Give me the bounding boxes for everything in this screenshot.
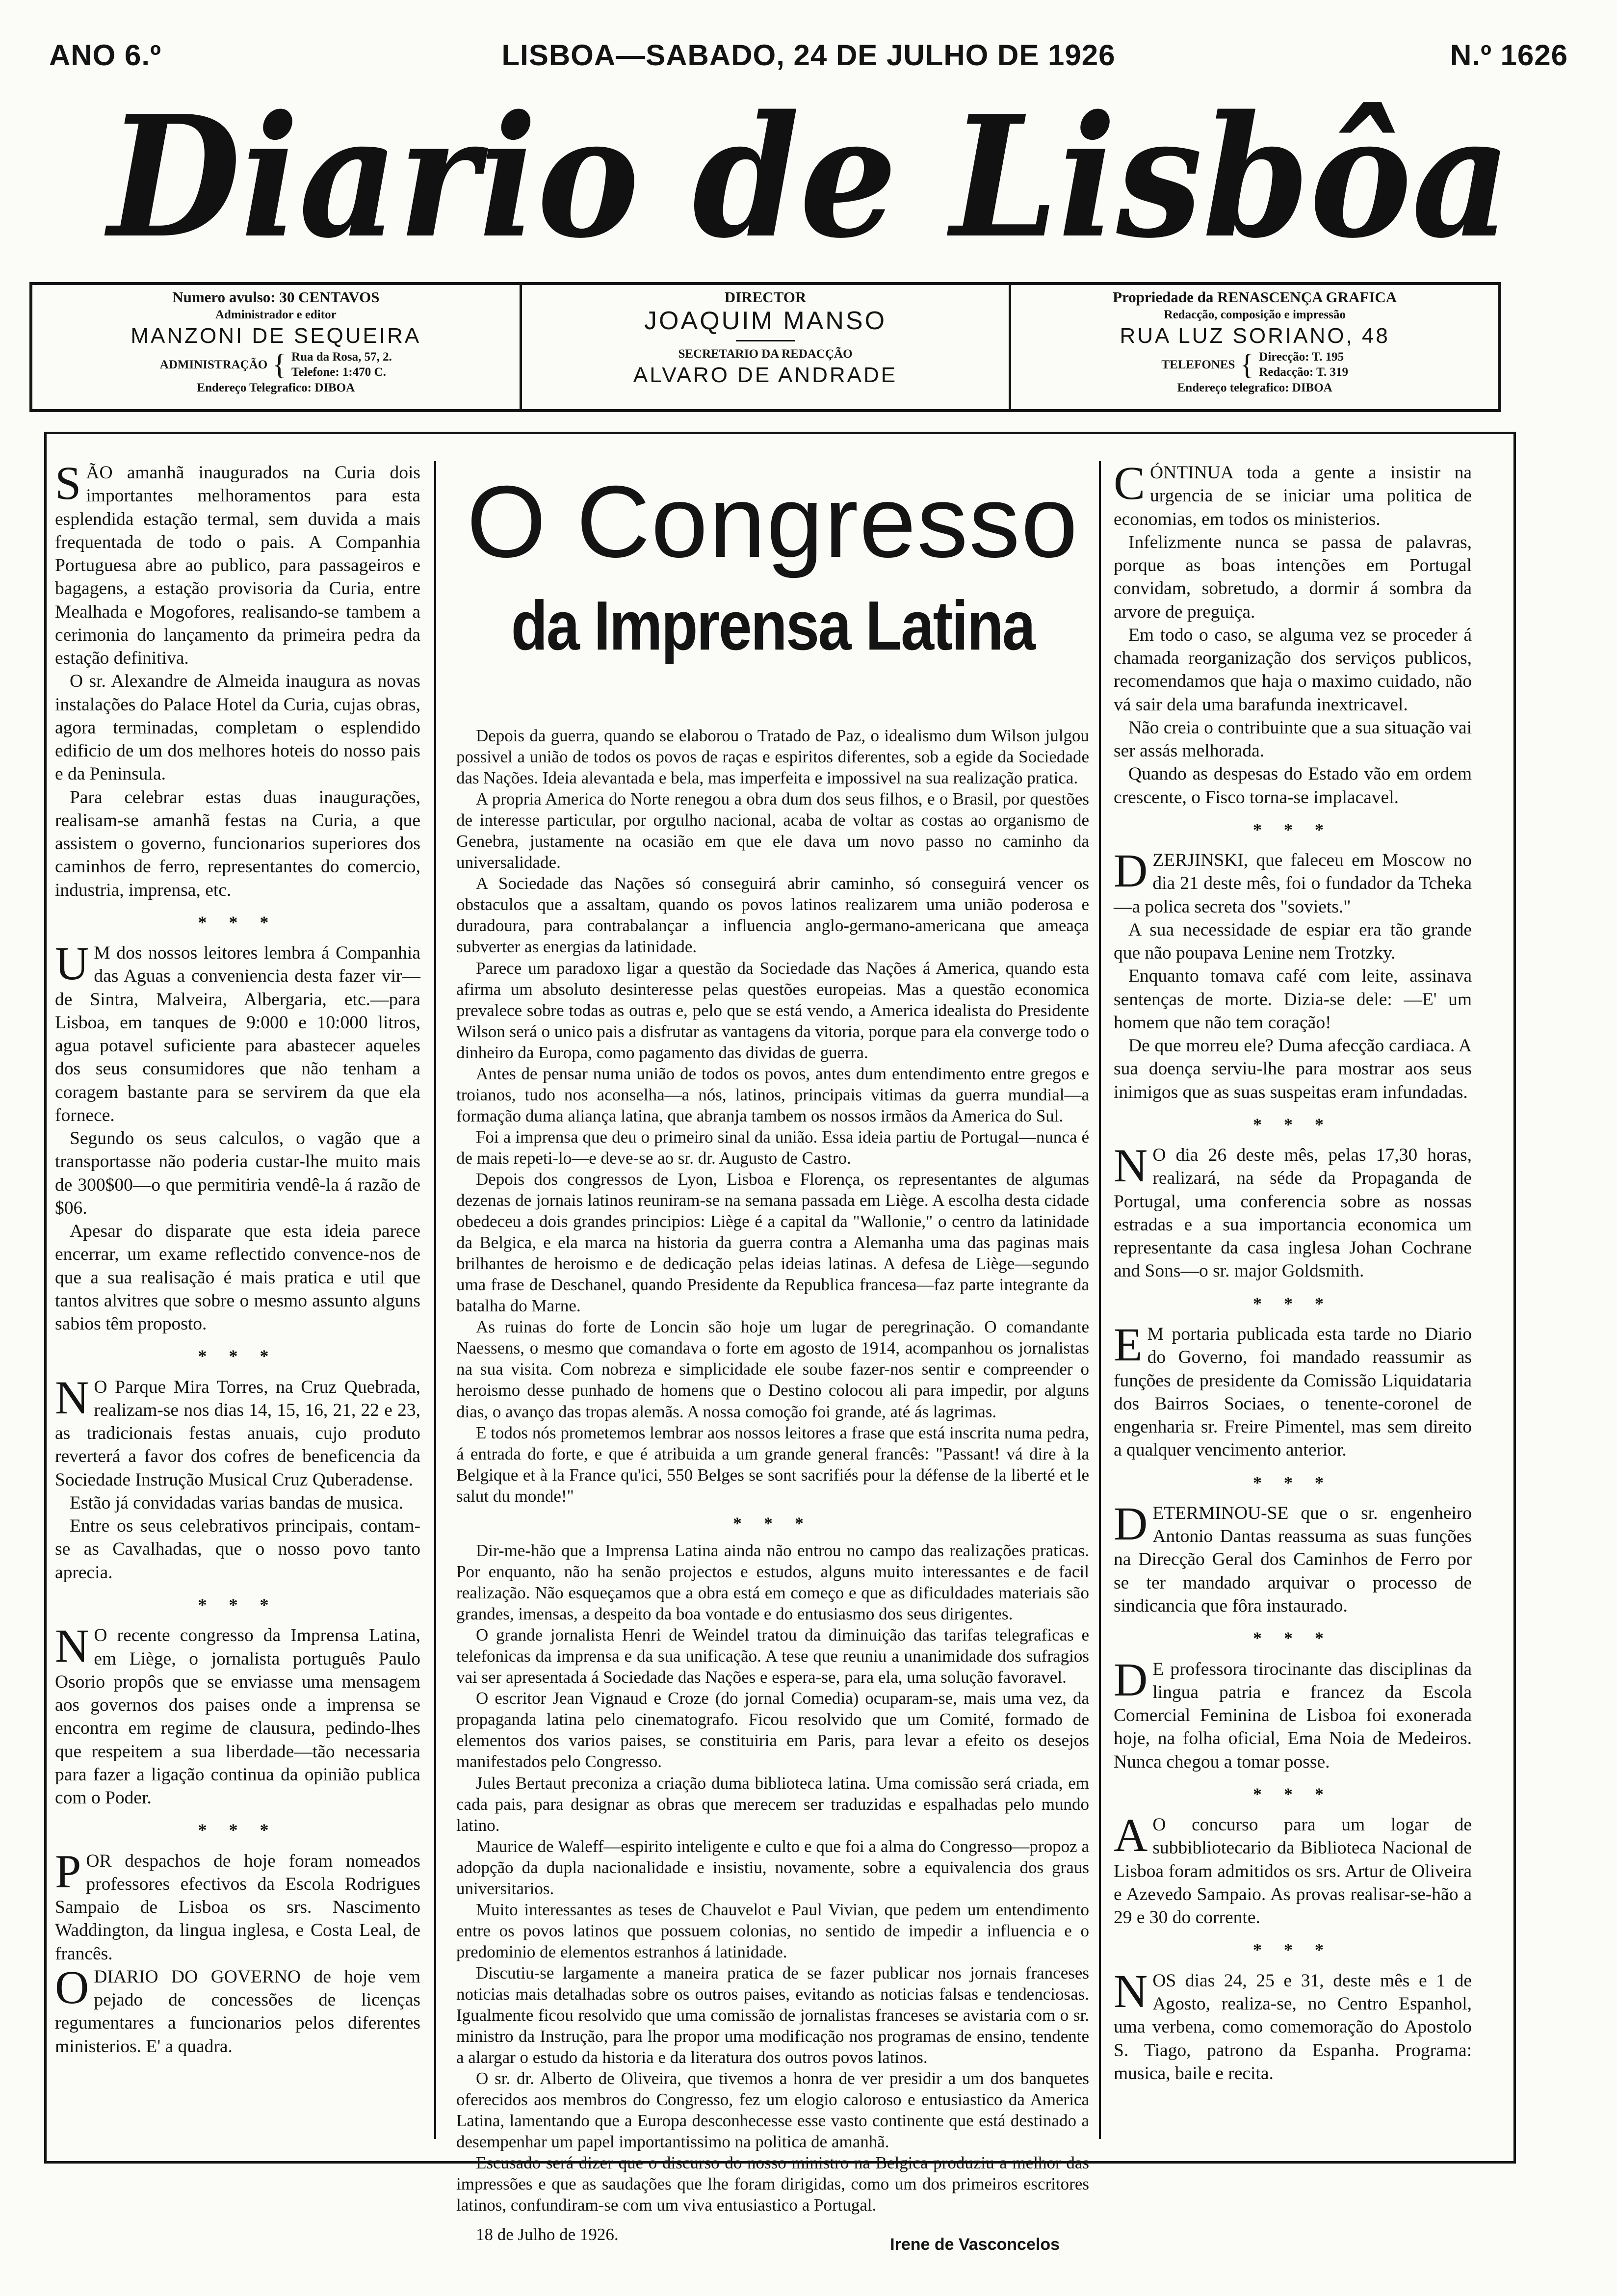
article-paragraph: Jules Bertaut preconiza a criação duma biblioteca latina. Uma comissão será criada, em cada pais, para designar as obras que merecem ser traduzidas e espalhadas pelo mundo latino. <box>456 1773 1089 1835</box>
paragraph-text: DIARIO DO GOVERNO de hoje vem pejado de concessões de licenças regumentares a funcionarios pelos diferentes ministerios. E' a quadra. <box>55 1966 420 2057</box>
news-paragraph <box>55 1845 420 1965</box>
separator-stars: * * * <box>198 1346 278 1366</box>
paragraph-text: Entre os seus celebrativos principais, contam-se as Cavalhadas, que o nosso povo tanto aprecia. <box>55 1516 420 1583</box>
admin-name: MANZONI DE SEQUEIRA <box>130 324 421 348</box>
article-subhead: da Imprensa Latina <box>511 587 1035 665</box>
right-column <box>1114 457 1472 2085</box>
article-paragraph: A Sociedade das Nações só conseguirá abrir caminho, só conseguirá vencer os obstaculos que a assaltam, quando os povos latinos realizarem uma união poderosa e duradoura, para contrabalançar a influencia anglo-germano-americana que ameaça subverter as energias da latinidade. <box>456 874 1089 957</box>
director-name: JOAQUIM MANSO <box>644 306 887 335</box>
separator-stars: * * * <box>1253 1784 1332 1804</box>
article-paragraph: O sr. dr. Alberto de Oliveira, que tivemos a honra de ver presidir a um dos banquetes oferecidos aos membros do Congresso, fez um elogio caloroso e entusiastico da America Latina, lamentando que a Europa desconhecesse esse vasto continente que está destinado a desempenhar um papel importantissimo na politica de amanhã. <box>456 2069 1089 2152</box>
drop-cap: O <box>55 1960 89 2013</box>
news-paragraph <box>1114 531 1472 624</box>
separator-stars: * * * <box>1253 819 1332 839</box>
separator-stars: * * * <box>1253 1472 1332 1492</box>
drop-cap: C <box>1114 457 1146 509</box>
news-paragraph <box>1114 457 1472 531</box>
news-paragraph <box>1114 1497 1472 1618</box>
separator-stars: * * * <box>1253 1940 1332 1960</box>
drop-cap: D <box>1114 1497 1148 1550</box>
drop-cap: S <box>55 457 81 509</box>
drop-cap: A <box>1114 1809 1148 1862</box>
drop-cap: N <box>1114 1964 1148 2017</box>
paragraph-text: Não creia o contribuinte que a sua situação vai ser assás melhorada. <box>1114 717 1472 761</box>
separator-stars: * * * <box>198 1820 278 1840</box>
paragraph-text: E professora tirocinante das disciplinas da lingua patria e francez da Escola Comercial Feminina de Lisboa foi exonerada hoje, na folha oficial, Ema Noia de Medeiros. Nunca chegou a tomar posse. <box>1114 1659 1472 1772</box>
director-label: DIRECTOR <box>724 288 807 306</box>
article-signature: Irene de Vasconcelos <box>890 2235 1060 2254</box>
paragraph-text: O concurso para um logar de subbibliotecario da Biblioteca Nacional de Lisboa foram admitidos os srs. Artur de Oliveira e Azevedo Sampaio. As provas realisar-se-hão a 29 e 30 do corrente. <box>1114 1815 1472 1928</box>
info-direction <box>520 285 1009 409</box>
paragraph-text: Em todo o caso, se alguma vez se proceder á chamada reorganização dos serviços publicos, recomendamos que haja o maximo cuidado, não vá sair dela uma barafunda inextricavel. <box>1114 625 1472 715</box>
secretary-label: SECRETARIO DA REDACÇÃO <box>678 347 853 361</box>
news-paragraph <box>55 1371 420 1491</box>
paragraph-text: ZERJINSKI, que faleceu em Moscow no dia 21 deste mês, foi o fundador da Tcheka—a polica secreta dos "soviets." <box>1114 850 1472 917</box>
paragraph-text: O recente congresso da Imprensa Latina, em Liège, o jornalista português Paulo Osorio propôs que se enviasse uma mensagem aos governos dos paises onde a imprensa se encontra em regime de clausura, pedindo-lhes que respeitem a sua liberdade—tão necessaria para fazer a ligação continua da opinião publica com o Poder. <box>55 1625 420 1808</box>
paragraph-text: ÓNTINUA toda a gente a insistir na urgencia de se iniciar uma politica de economias, em todos os ministerios. <box>1114 463 1472 529</box>
telegraph-address: Endereço Telegrafico: DIBOA <box>197 381 355 394</box>
news-paragraph <box>55 1127 420 1220</box>
masthead-title <box>98 74 1521 275</box>
paragraph-text: OR despachos de hoje foram nomeados professores efectivos da Escola Rodrigues Sampaio de Lisboa os srs. Nascimento Waddington, da lingua inglesa, e Costa Leal, de francês. <box>55 1851 420 1964</box>
article-paragraph: Escusado será dizer que o discurso do nosso ministro na Belgica produziu a melhor das impressões e que as saudações que lhe foram dirigidas, como um dos primeiros escritores latinos, confundiram-se com um viva entusiastico a Portugal. <box>456 2153 1089 2215</box>
separator-stars: * * * <box>198 1594 278 1615</box>
drop-cap: N <box>55 1619 89 1672</box>
info-ownership: Propriedade da RENASCENÇA GRAFICA Redacção, composição e impressão RUA LUZ SORIANO, 48 TELEFONES { Direcção: T. 195 Redacção: T. 319 Endereço telegrafico: DIBOA <box>1009 285 1498 409</box>
article-paragraph: O grande jornalista Henri de Weindel tratou da diminuição das tarifas telegraficas e telefonicas da imprensa e da sua unificação. A tese que reuniu a unanimidade dos sufragios vai ser apresentada á Sociedade das Nações e espera-se, para ela, uma solução favoravel. <box>456 1625 1089 1687</box>
drop-cap: E <box>1114 1318 1143 1371</box>
paragraph-text: O sr. Alexandre de Almeida inaugura as novas instalações do Palace Hotel da Curia, cujas obras, agora terminadas, completam o esplendido edificio de um dos melhores hoteis do nosso pais e da Peninsula. <box>55 671 420 784</box>
issue-year: ANO 6.º <box>49 39 161 72</box>
info-administration: Numero avulso: 30 CENTAVOS Administrador e editor MANZONI DE SEQUEIRA ADMINISTRAÇÃO { Rua da Rosa, 57, 2. Telefone: 1:470 C. Endereço Telegrafico: DIBOA <box>32 285 520 409</box>
telegraph-address-right: Endereço telegrafico: DIBOA <box>1177 381 1332 394</box>
paragraph-text: De que morreu ele? Duma afecção cardiaca. A sua doença serviu-lhe para mostrar aos seus inimigos que as suas suspeitas eram infundadas. <box>1114 1036 1472 1102</box>
separator-stars: * * * <box>733 1513 812 1533</box>
drop-cap: D <box>1114 1653 1148 1706</box>
news-paragraph <box>55 1491 420 1514</box>
separator-stars: * * * <box>1253 1293 1332 1313</box>
article-paragraph: Depois dos congressos de Lyon, Lisboa e Florença, os representantes de algumas dezenas de jornais latinos reuniram-se na semana passada em Liège. A escolha desta cidade obedeceu a dois grandes principios: Liège é a capital da "Wallonie," o centro da latinidade da Belgica, e ela marca na historia da guerra contra a Alemanha uma das paginas mais brilhantes de heroismo e de dedicação pelas ideias latinas. A defesa de Liège—segundo uma frase de Deschanel, quando Presidente da Republica francesa—faz parte integrante da batalha do Marne. <box>456 1169 1089 1316</box>
address-label: ADMINISTRAÇÃO <box>159 358 268 371</box>
news-paragraph <box>55 457 420 670</box>
drop-cap: U <box>55 937 89 990</box>
news-paragraph <box>1114 1809 1472 1929</box>
column-rule-left <box>434 461 436 2139</box>
column-rule-right <box>1099 461 1101 2139</box>
masthead-text: Diario de Lisbôa <box>103 79 1511 275</box>
news-paragraph <box>55 937 420 1127</box>
article-paragraph: Antes de pensar numa união de todos os povos, antes dum entendimento entre gregos e troianos, tudo nos aconselha—a nós, latinos, principais vitimas da guerra mundial—a formação duma aliança latina, que abranja tambem os nossos irmãos da America do Sul. <box>456 1064 1089 1125</box>
main-article <box>456 465 1089 2254</box>
issue-number: N.º 1626 <box>1450 39 1568 72</box>
article-paragraph: O escritor Jean Vignaud e Croze (do jornal Comedia) ocuparam-se, mais uma vez, da propaganda latina pelo cinematografo. Ficou resolvido que um Comité, formado de elementos dos varios paises, se constituiria em Paris, para levar a efeito os desejos manifestados pelo Congresso. <box>456 1689 1089 1772</box>
phone-redaction: Redacção: T. 319 <box>1259 365 1348 379</box>
news-paragraph <box>55 1220 420 1335</box>
article-date: 18 de Julho de 1926. <box>476 2224 619 2244</box>
separator-stars: * * * <box>1253 1628 1332 1648</box>
paragraph-text: O Parque Mira Torres, na Cruz Quebrada, realizam-se nos dias 14, 15, 16, 21, 22 e 23, as tradicionais festas anuais, cujo produto reverterá a favor dos cofres de beneficencia da Sociedade Instrução Musical Cruz Quberadense. <box>55 1377 420 1490</box>
article-paragraph: Maurice de Waleff—espirito inteligente e culto e que foi a alma do Congresso—propoz a adopção da dupla nacionalidade e insistiu, novamente, sobre a equivalencia dos graus universitarios. <box>456 1836 1089 1898</box>
paragraph-text: Para celebrar estas duas inaugurações, realisam-se amanhã festas na Curia, a que assistem o governo, funcionarios superiores dos caminhos de ferro, representantes do comercio, industria, imprensa, etc. <box>55 787 420 900</box>
news-paragraph <box>1114 965 1472 1034</box>
paragraph-text: O dia 26 deste mês, pelas 17,30 horas, realizará, na séde da Propaganda de Portugal, uma conferencia sobre as nossas estradas e a sua importancia economica um representante da casa inglesa Johan Cochrane and Sons—o sr. major Goldsmith. <box>1114 1145 1472 1281</box>
news-paragraph <box>55 1619 420 1809</box>
article-paragraph: Discutiu-se largamente a maneira pratica de se fazer publicar nos jornais franceses noticias mais detalhadas sobre os outros paises, evitando as noticias falsas e tendenciosas. Igualmente ficou resolvido que uma comissão de jornalistas franceses se avistaria com o sr. ministro da Instrução, para lhe propor uma modificação nos programas de ensino, tendente a alargar o estudo da historia e da literatura dos outros povos latinos. <box>456 1963 1089 2067</box>
phones-label: TELEFONES <box>1161 358 1235 371</box>
news-paragraph <box>1114 624 1472 716</box>
drop-cap: P <box>55 1845 81 1898</box>
news-paragraph <box>1114 1139 1472 1283</box>
office-address: RUA LUZ SORIANO, 48 <box>1120 324 1390 348</box>
paragraph-text: Quando as despesas do Estado vão em ordem crescente, o Fisco torna-se implacavel. <box>1114 764 1472 808</box>
drop-cap: N <box>1114 1139 1148 1192</box>
news-paragraph <box>55 786 420 902</box>
article-paragraph: Dir-me-hão que a Imprensa Latina ainda não entrou no campo das realizações praticas. Por enquanto, não ha senão projectos e estudos, alguns muito interessantes e de facil realização. Não esqueçamos que a obra está em começo e que as dificuldades materiais são grandes, imensas, a despeito da boa vontade e do entusiasmo dos seus dirigentes. <box>456 1541 1089 1624</box>
paragraph-text: Infelizmente nunca se passa de palavras, porque as boas intenções em Portugal convidam, sobretudo, a dormir á sombra da arvore de preguiça. <box>1114 532 1472 622</box>
article-paragraph: Muito interessantes as teses de Chauvelot e Paul Vivian, que pedem um entendimento entre os povos latinos que possuem colonias, no sentido de impedir a influencia e o predominio de elementos estranhos á latinidade. <box>456 1900 1089 1961</box>
news-paragraph <box>1114 1964 1472 2085</box>
news-paragraph <box>55 1514 420 1584</box>
article-paragraph: E todos nós prometemos lembrar aos nossos leitores a frase que está inscrita numa pedra, á entrada do forte, e que é atribuida a um grande general francês: "Passant! vá dire à la Belgique et à la France qu'ici, 550 Belges se sont sacrifiés pour la défense de la liberté et le salut du monde!" <box>456 1423 1089 1506</box>
separator-stars: * * * <box>198 912 278 932</box>
separator-stars: * * * <box>1253 1114 1332 1134</box>
address-line-1: Rua da Rosa, 57, 2. <box>291 350 392 364</box>
article-paragraph: As ruinas do forte de Loncin são hoje um lugar de peregrinação. O comandante Naessens, o mesmo que comandava o forte em agosto de 1914, acompanhou os jornalistas na sua visita. Com nobreza e simplicidade ele soube fazer-nos sentir e compreender o heroismo desse punhado de homens que o Destino colocou ali para impedir, por alguns dias, o avanço das tropas alemãs. A nossa comoção foi grande, até ás lagrimas. <box>456 1317 1089 1421</box>
news-paragraph <box>1114 716 1472 763</box>
news-paragraph <box>1114 1318 1472 1462</box>
paragraph-text: M dos nossos leitores lembra á Companhia das Aguas a conveniencia desta fazer vir—de Sintra, Malveira, Albergaria, etc.—para Lisboa, em tanques de 9:000 e 10:000 litros, agua potavel suficiente para abastecer aqueles dos seus consumidores que não tenham a coragem bastante para se servirem da que ela fornece. <box>55 943 420 1125</box>
paragraph-text: ETERMINOU-SE que o sr. engenheiro Antonio Dantas reassuma as suas funções na Direcção Geral dos Caminhos de Ferro por se ter mandado arquivar o processo de sindicancia que fôra instaurado. <box>1114 1503 1472 1616</box>
paragraph-text: Segundo os seus calculos, o vagão que a transportasse não poderia custar-lhe muito mais de 300$00—o que permitiria vendê-la á razão de $06. <box>55 1128 420 1218</box>
drop-cap: N <box>55 1371 89 1424</box>
paragraph-text: Enquanto tomava café com leite, assinava sentenças de morte. Dizia-se dele: —E' um homem que não tem coração! <box>1114 966 1472 1033</box>
left-column <box>55 457 420 2058</box>
paragraph-text: M portaria publicada esta tarde no Diario do Governo, foi mandado reassumir as funções de presidente da Comissão Liquidataria dos Bairros Sociaes, o tenente-coronel de engenharia sr. Freire Pimentel, mas sem direito a qualquer vencimento anterior. <box>1114 1324 1472 1461</box>
paragraph-text: Apesar do disparate que esta ideia parece encerrar, um exame reflectido convence-nos de que a sua realisação é mais pratica e util que tantos alvitres que sobre o mesmo assunto alguns sabios têm proposto. <box>55 1221 420 1334</box>
paragraph-text: A sua necessidade de espiar era tão grande que não poupava Lenine nem Trotzky. <box>1114 919 1472 964</box>
paragraph-text: Estão já convidadas varias bandas de musica. <box>70 1492 403 1513</box>
issue-date: LISBOA—SABADO, 24 DE JULHO DE 1926 <box>501 39 1116 72</box>
article-paragraph: Depois da guerra, quando se elaborou o Tratado de Paz, o idealismo dum Wilson julgou possivel a união de todos os povos de raças e espiritos diferentes, sob a egide da Sociedade das Nações. Ideia alevantada e bela, mas imperfeita e impossivel na sua realização pratica. <box>456 726 1089 788</box>
drop-cap: D <box>1114 844 1148 897</box>
price: Numero avulso: 30 CENTAVOS <box>172 288 380 306</box>
news-paragraph <box>1114 918 1472 965</box>
dateline-bar <box>49 38 1568 73</box>
paragraph-text: ÃO amanhã inaugurados na Curia dois importantes melhoramentos para esta esplendida estação termal, sem duvida a mais frequentada de todo o pais. A Companhia Portuguesa abre ao publico, para passageiros e bagagens, a estação provisoria da Curia, entre Mealhada e Mogofores, realisando-se tambem a cerimonia do lançamento da primeira pedra da estação definitiva. <box>55 463 420 668</box>
owner: Propriedade da RENASCENÇA GRAFICA <box>1113 288 1397 306</box>
owner-sub: Redacção, composição e impressão <box>1164 308 1346 321</box>
admin-label: Administrador e editor <box>215 308 337 321</box>
news-paragraph <box>1114 1653 1472 1774</box>
info-bar <box>29 282 1501 412</box>
address-line-2: Telefone: 1:470 C. <box>291 365 386 379</box>
news-paragraph <box>55 670 420 785</box>
paragraph-text: OS dias 24, 25 e 31, deste mês e 1 de Agosto, realiza-se, no Centro Espanhol, uma verbena, como comemoração do Apostolo S. Tiago, patrono da Espanha. Programa: musica, baile e recita. <box>1114 1970 1472 2084</box>
news-paragraph <box>1114 844 1472 918</box>
article-body <box>456 725 1089 2216</box>
phone-direction: Direcção: T. 195 <box>1259 350 1344 364</box>
news-paragraph <box>1114 762 1472 809</box>
article-paragraph: A propria America do Norte renegou a obra dum dos seus filhos, e o Brasil, por questões de interesse particular, por orgulho nacional, acaba de voltar as costas ao organismo de Genebra, justamente na ocasião em que ele dava um novo passo no caminho da universalidade. <box>456 789 1089 872</box>
secretary-name: ALVARO DE ANDRADE <box>633 363 898 388</box>
article-headline: O Congresso <box>467 465 1079 579</box>
article-paragraph: Parece um paradoxo ligar a questão da Sociedade das Nações á America, quando esta afirma um absoluto desinteresse pelas questões europeias. Mas a questão economica prevalece sobre todas as outras e, pelo que se está vendo, a America idealista do Presidente Wilson será o unico pais a disfrutar as vantagens da vitoria, porque para ela converge todo o dinheiro da Europa, como pagamento das dividas de guerra. <box>456 958 1089 1062</box>
article-paragraph: Foi a imprensa que deu o primeiro sinal da união. Essa ideia partiu de Portugal—nunca é de mais repeti-lo—e deve-se ao sr. dr. Augusto de Castro. <box>456 1127 1089 1168</box>
news-paragraph <box>55 1960 420 2058</box>
news-paragraph <box>1114 1034 1472 1104</box>
